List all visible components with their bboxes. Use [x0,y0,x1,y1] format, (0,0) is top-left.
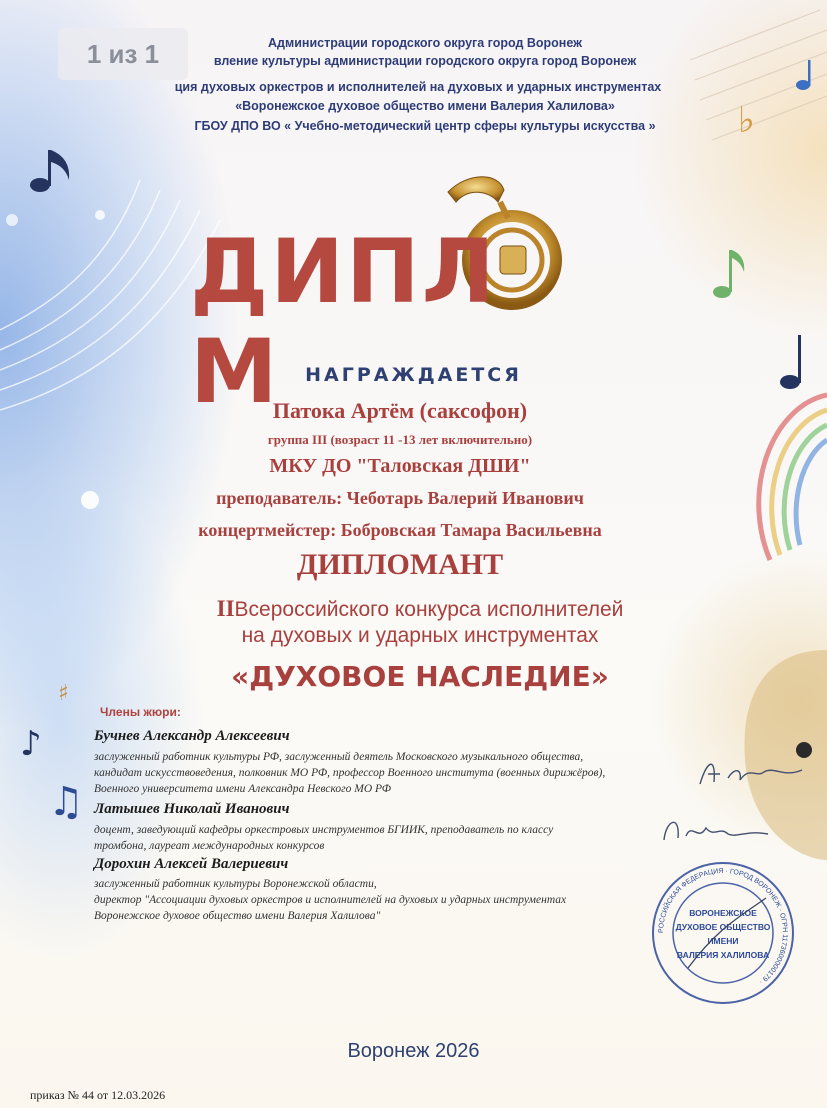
header-line: ГБОУ ДПО ВО « Учебно-методический центр сферы культуры искусства » [194,119,656,133]
jury-member-desc [94,822,694,854]
jury-heading: Члены жюри: [100,705,181,719]
contest-number: II [216,596,235,621]
order-number: приказ № 44 от 12.03.2026 [30,1088,166,1102]
age-group: группа III (возраст 11 -13 лет включительно) [267,432,533,447]
award-status: ДИПЛОМАНТ [296,548,504,581]
header-line: вление культуры администрации городского округа город Воронеж [213,54,637,68]
header-line: ция духовых оркестров и исполнителей на духовых и ударных инструментах [174,80,662,94]
jury-member-desc [94,749,714,797]
jury-desc-line: заслуженный работник культуры Воронежской области, [94,878,377,890]
jury-desc-line: кандидат искусствоведения, полковник МО РФ, профессор Военного института (военных дирижёров), [94,767,606,779]
recipient-name: Патока Артём (саксофон) [272,398,528,423]
jury-member-name: Латышев Николай Иванович [94,801,290,817]
seal-text: ИМЕНИ [707,936,739,946]
accompanist-name: концертмейстер: Бобровская Тамара Васильевна [198,520,602,540]
awarded-heading: НАГРАЖДАЕТСЯ [305,364,522,386]
seal-ring-text: РОССИЙСКАЯ ФЕДЕРАЦИЯ · ГОРОД ВОРОНЕЖ · ОГРН 1173600000179 · [657,867,789,986]
jury-desc-line: Военного университета имени Александра Невского МО РФ [94,783,391,795]
signature-2 [656,808,776,853]
jury-member-name: Бучнев Александр Алексеевич [94,728,290,744]
signature-1 [694,748,814,798]
jury-desc-line: тромбона, лауреат международных конкурсов [94,840,325,852]
page-indicator[interactable]: 1 из 1 [58,28,188,80]
jury-desc-line: доцент, заведующий кафедры оркестровых инструментов БГИИК, преподаватель по классу [94,824,554,836]
contest-line-1-text: Всероссийского конкурса исполнителей [234,598,624,621]
city-year: Воронеж 2026 [347,1040,480,1062]
jury-desc-line: заслуженный работник культуры РФ, заслуженный деятель Московского музыкального общества, [94,751,584,763]
seal-text: ВАЛЕРИЯ ХАЛИЛОВА [676,950,770,960]
seal-text: ВОРОНЕЖСКОЕ [689,908,757,918]
jury-desc-line: Воронежское духовое общество имени Валерия Халилова" [94,910,381,922]
svg-text:♯: ♯ [58,681,69,706]
svg-text:♭: ♭ [738,100,755,141]
diploma-title-part1: ДИПЛ [190,220,497,323]
school-name: МКУ ДО "Таловская ДШИ" [269,455,531,477]
jury-desc-line: директор "Ассоциации духовых оркестров и исполнителей на духовых и ударных инструментах [94,894,567,906]
jury-member-desc [94,876,694,924]
svg-text:♫: ♫ [48,779,84,825]
teacher-name: преподаватель: Чеботарь Валерий Иванович [216,488,584,508]
diploma-title-part2: М [190,320,280,423]
header-line: Администрации городского округа город Воронеж [268,36,582,50]
contest-line-2: на духовых и ударных инструментах [241,624,599,647]
seal-text: ДУХОВОЕ ОБЩЕСТВО [675,922,771,932]
header-line: «Воронежское духовое общество имени Валерия Халилова» [235,99,615,113]
jury-member-name: Дорохин Алексей Валериевич [94,856,289,872]
organization-seal [648,858,798,1008]
svg-text:♪: ♪ [20,724,42,764]
contest-line-1 [100,596,740,622]
contest-name: «ДУХОВОЕ НАСЛЕДИЕ» [231,660,609,693]
